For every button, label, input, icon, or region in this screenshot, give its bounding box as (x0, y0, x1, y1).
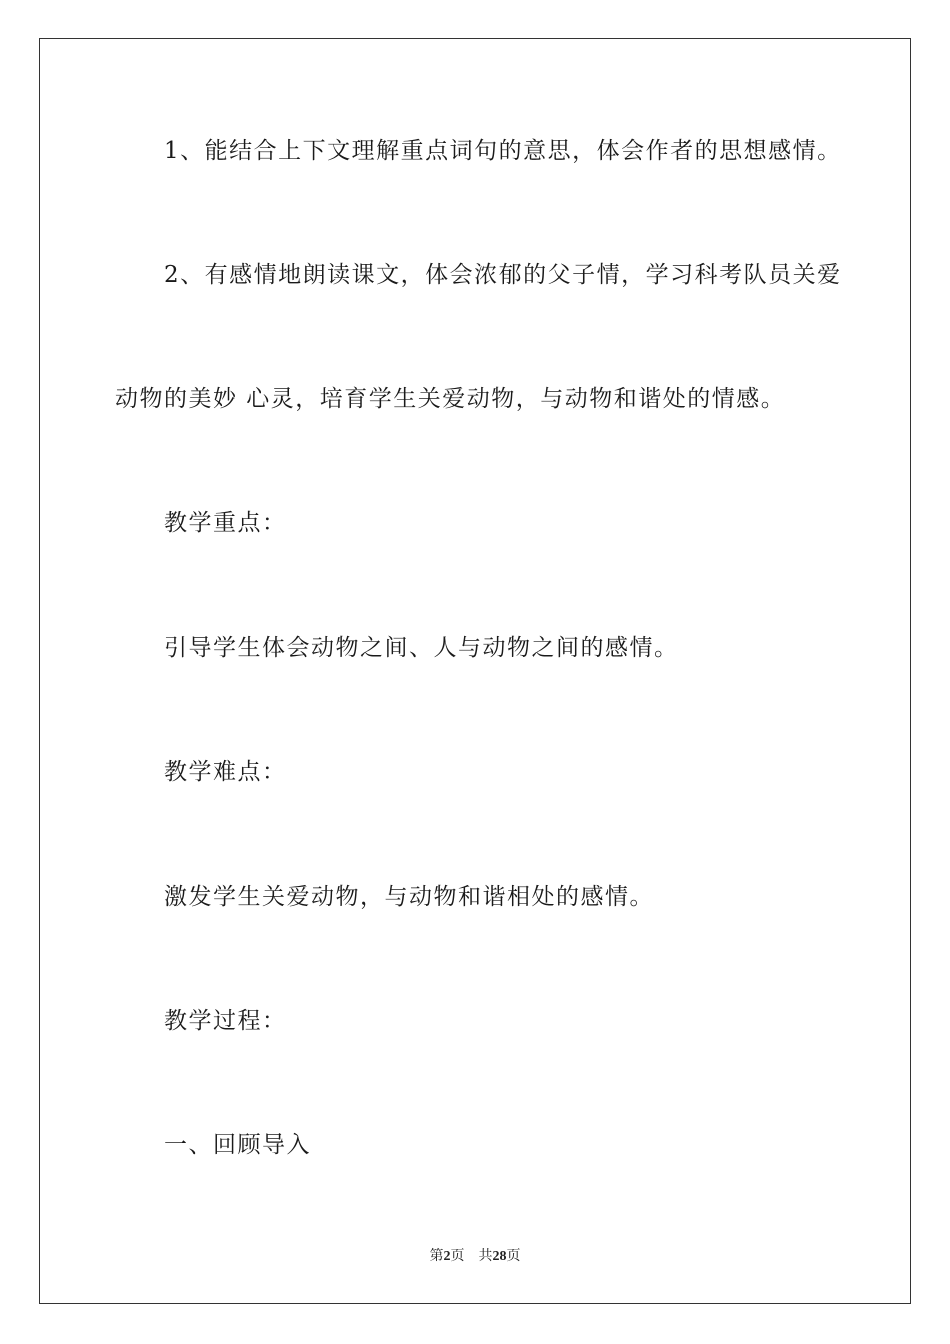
total-suffix: 页 (506, 1248, 521, 1264)
total-pages: 28 (492, 1249, 507, 1264)
objective-1: 1、能结合上下文理解重点词句的意思，体会作者的思想感情。 (164, 138, 842, 164)
page-suffix: 页 (450, 1248, 465, 1264)
heading-process: 教学过程： (164, 1008, 287, 1034)
key-points-text: 引导学生体会动物之间、人与动物之间的感情。 (164, 635, 679, 661)
total-prefix: 共 (478, 1248, 493, 1264)
page-prefix: 第 (429, 1248, 444, 1264)
heading-key-points: 教学重点： (164, 510, 287, 536)
objective-2-line-1: 2、有感情地朗读课文，体会浓郁的父子情，学习科考队员关爱 (164, 262, 842, 288)
objective-2-line-2: 动物的美妙 心灵，培育学生关爱动物，与动物和谐处的情感。 (115, 386, 786, 412)
page-footer (0, 1247, 950, 1266)
page-number: 2 (443, 1249, 451, 1264)
heading-difficulties: 教学难点： (164, 759, 287, 785)
difficulties-text: 激发学生关爱动物，与动物和谐相处的感情。 (164, 884, 654, 910)
section-review-intro: 一、回顾导入 (164, 1132, 311, 1158)
page-border (39, 38, 911, 1304)
